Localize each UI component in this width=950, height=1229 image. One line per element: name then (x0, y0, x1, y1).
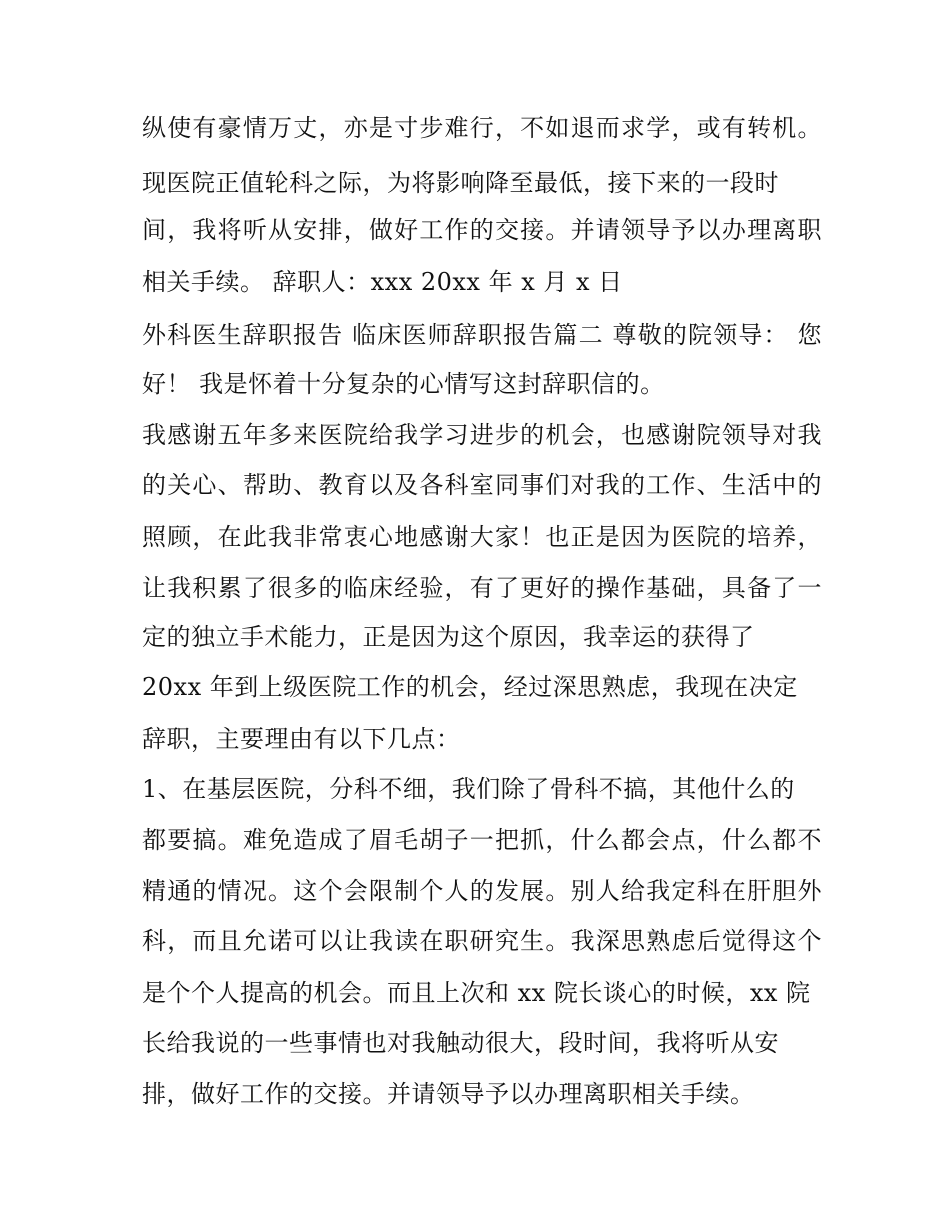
text-line-18: 是个个人提高的机会。而且上次和 xx 院长谈心的时候，xx 院 (142, 979, 811, 1007)
text-line-19: 长给我说的一些事情也对我触动很大，段时间，我将听从安 (142, 1029, 779, 1057)
text-line-12: 20xx 年到上级医院工作的机会，经过深思熟虑，我现在决定 (142, 673, 798, 701)
text-line-6: 好！ 我是怀着十分复杂的心情写这封辞职信的。 (142, 370, 665, 398)
text-line-15: 都要搞。难免造成了眉毛胡子一把抓，什么都会点，什么都不 (142, 826, 822, 854)
text-line-8: 的关心、帮助、教育以及各科室同事们对我的工作、生活中的 (142, 471, 822, 499)
text-line-9: 照顾，在此我非常衷心地感谢大家！也正是因为医院的培养， (142, 523, 822, 551)
text-line-16: 精通的情况。这个会限制个人的发展。别人给我定科在肝胆外 (142, 877, 822, 905)
text-line-7: 我感谢五年多来医院给我学习进步的机会，也感谢院领导对我 (142, 421, 822, 449)
text-line-10: 让我积累了很多的临床经验，有了更好的操作基础，具备了一 (142, 574, 822, 602)
text-line-5: 外科医生辞职报告 临床医师辞职报告篇二 尊敬的院领导： 您 (142, 321, 822, 349)
text-line-3: 间，我将听从安排，做好工作的交接。并请领导予以办理离职 (142, 216, 822, 244)
text-line-4: 相关手续。 辞职人：xxx 20xx 年 x 月 x 日 (142, 268, 623, 296)
text-line-14: 1、在基层医院，分科不细，我们除了骨科不搞，其他什么的 (142, 775, 795, 803)
text-line-20: 排，做好工作的交接。并请领导予以办理离职相关手续。 (142, 1080, 755, 1108)
text-line-2: 现医院正值轮科之际，为将影响降至最低，接下来的一段时 (142, 169, 779, 197)
text-line-11: 定的独立手术能力，正是因为这个原因，我幸运的获得了 (142, 623, 755, 651)
text-line-13: 辞职，主要理由有以下几点： (142, 725, 461, 753)
text-line-17: 科，而且允诺可以让我读在职研究生。我深思熟虑后觉得这个 (142, 927, 822, 955)
text-line-1: 纵使有豪情万丈，亦是寸步难行，不如退而求学，或有转机。 (142, 114, 822, 142)
